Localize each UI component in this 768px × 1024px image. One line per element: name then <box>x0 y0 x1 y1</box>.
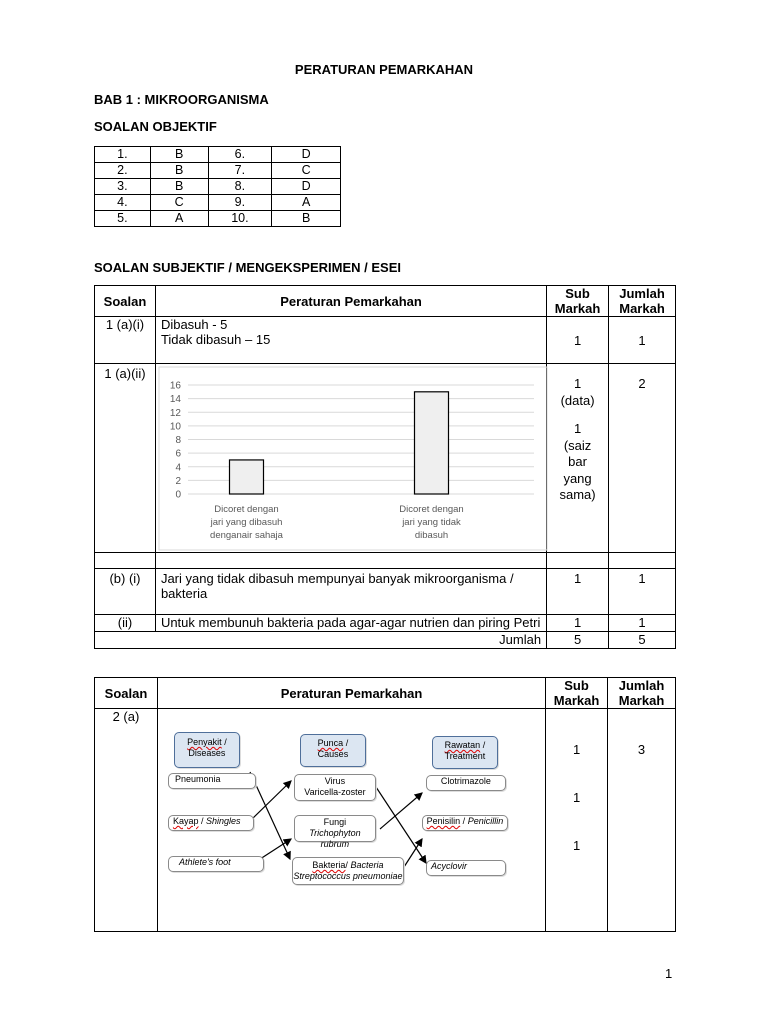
q1aii-label: 1 (a)(ii) <box>95 364 156 553</box>
header-jumlah-markah: Jumlah Markah <box>609 286 676 317</box>
cause-bakteria: Bakteria/ Bacteria Streptococcus pneumoniae <box>292 857 404 885</box>
disease-kayap: Kayap / Shingles <box>168 815 254 831</box>
answer-letter: A <box>150 211 208 227</box>
cause-virus: Virus Varicella-zoster <box>294 774 376 801</box>
q1bii-answer: Untuk membunuh bakteria pada agar-agar nutrien dan piring Petri <box>155 615 546 632</box>
q2a-label: 2 (a) <box>95 709 158 932</box>
header-peraturan: Peraturan Pemarkahan <box>155 286 546 317</box>
question-number: 1. <box>95 147 151 163</box>
objective-row <box>95 195 341 211</box>
y-tick-label: 14 <box>169 394 181 406</box>
answer-letter: D <box>272 179 341 195</box>
header-rawatan: Rawatan / Treatment <box>432 736 498 769</box>
subjective-heading: SOALAN SUBJEKTIF / MENGEKSPERIMEN / ESEI <box>94 260 401 275</box>
y-tick-label: 4 <box>175 462 181 474</box>
jumlah-label: Jumlah <box>155 632 546 649</box>
blank-cell <box>155 553 546 569</box>
question-number: 9. <box>208 195 272 211</box>
y-tick-label: 8 <box>175 435 181 446</box>
q1aii-total: 2 <box>609 364 676 553</box>
q1bi-answer: Jari yang tidak dibasuh mempunyai banyak mikroorganisma / bakteria <box>155 569 546 615</box>
treatment-acyclovir: Acyclovir <box>426 860 506 876</box>
arrow-kayap-virus <box>250 781 291 821</box>
y-tick-label: 10 <box>169 421 181 433</box>
cause-fungi: Fungi Trichophyton rubrum <box>294 815 376 842</box>
answer-letter: C <box>272 163 341 179</box>
q1bii-sub: 1 <box>547 615 609 632</box>
answer-letter: D <box>272 147 341 163</box>
objective-row <box>95 179 341 195</box>
question-number: 4. <box>95 195 151 211</box>
x-tick-label: Dicoret dengan <box>399 504 464 515</box>
q1aii-sub: 1 (data) 1 (saiz bar yang sama) <box>547 364 609 553</box>
disease-athletes-foot: Athlete's foot <box>168 856 264 872</box>
q1ai-sub: 1 <box>547 317 609 364</box>
header-jumlah-markah: Jumlah Markah <box>608 678 676 709</box>
jumlah-total: 5 <box>609 632 676 649</box>
x-tick-label: jari yang dibasuh <box>210 517 283 528</box>
chapter-heading: BAB 1 : MIKROORGANISMA <box>94 92 269 107</box>
q1ai-label: 1 (a)(i) <box>95 317 156 364</box>
x-tick-label: denganair sahaja <box>209 530 283 541</box>
q2a-total: 3 <box>608 709 676 932</box>
question-number: 8. <box>208 179 272 195</box>
q1ai-total: 1 <box>609 317 676 364</box>
q1bi-label: (b) (i) <box>95 569 156 615</box>
question-1-table <box>94 285 676 649</box>
y-tick-label: 0 <box>175 489 181 501</box>
y-tick-label: 2 <box>175 475 181 487</box>
q1bi-sub: 1 <box>547 569 609 615</box>
blank-cell <box>547 553 609 569</box>
answer-letter: B <box>272 211 341 227</box>
question-2-table <box>94 677 676 932</box>
objective-row <box>95 163 341 179</box>
objective-row <box>95 147 341 163</box>
question-number: 7. <box>208 163 272 179</box>
treatment-penisilin: Penisilin / Penicillin <box>422 815 508 831</box>
question-number: 5. <box>95 211 151 227</box>
header-soalan: Soalan <box>95 286 156 317</box>
blank-cell <box>609 553 676 569</box>
question-number: 10. <box>208 211 272 227</box>
header-sub-markah: Sub Markah <box>547 286 609 317</box>
matching-diagram <box>158 709 547 932</box>
blank-cell <box>95 553 156 569</box>
header-soalan: Soalan <box>95 678 158 709</box>
header-penyakit: Penyakit / Diseases <box>174 732 240 768</box>
q1aii-chart-cell <box>155 364 546 553</box>
page-title: PERATURAN PEMARKAHAN <box>294 62 474 77</box>
q1bii-label: (ii) <box>95 615 156 632</box>
y-tick-label: 12 <box>169 407 181 419</box>
answer-letter: B <box>150 163 208 179</box>
page-number: 1 <box>665 966 673 981</box>
header-sub-markah: Sub Markah <box>546 678 608 709</box>
y-tick-label: 16 <box>169 380 181 392</box>
q2a-sub: 1 1 1 <box>546 709 608 932</box>
jumlah-sub: 5 <box>547 632 609 649</box>
objective-answer-table <box>94 146 341 227</box>
y-tick-label: 6 <box>175 448 181 460</box>
treatment-clotrimazole: Clotrimazole <box>426 775 506 791</box>
arrow-fungi-clotrimazole <box>380 793 422 829</box>
question-number: 6. <box>208 147 272 163</box>
x-tick-label: Dicoret dengan <box>214 504 279 515</box>
disease-pneumonia: Pneumonia <box>168 773 256 789</box>
arrow-virus-acyclovir <box>376 787 426 863</box>
q1bii-total: 1 <box>609 615 676 632</box>
objective-row <box>95 211 341 227</box>
answer-letter: B <box>150 147 208 163</box>
jumlah-blank <box>95 632 156 649</box>
x-tick-label: dibasuh <box>414 530 449 541</box>
objective-heading: SOALAN OBJEKTIF <box>94 119 217 134</box>
question-number: 2. <box>95 163 151 179</box>
answer-letter: A <box>272 195 341 211</box>
bar <box>414 392 448 494</box>
q2a-diagram-cell <box>157 709 545 932</box>
answer-letter: B <box>150 179 208 195</box>
question-number: 3. <box>95 179 151 195</box>
q1bi-total: 1 <box>609 569 676 615</box>
bar-chart <box>156 364 548 553</box>
header-punca: Punca / Causes <box>300 734 366 767</box>
x-tick-label: jari yang tidak <box>402 517 461 528</box>
header-peraturan: Peraturan Pemarkahan <box>157 678 545 709</box>
answer-letter: C <box>150 195 208 211</box>
q1ai-answer: Dibasuh - 5 Tidak dibasuh – 15 <box>155 317 546 364</box>
bar <box>229 460 263 494</box>
